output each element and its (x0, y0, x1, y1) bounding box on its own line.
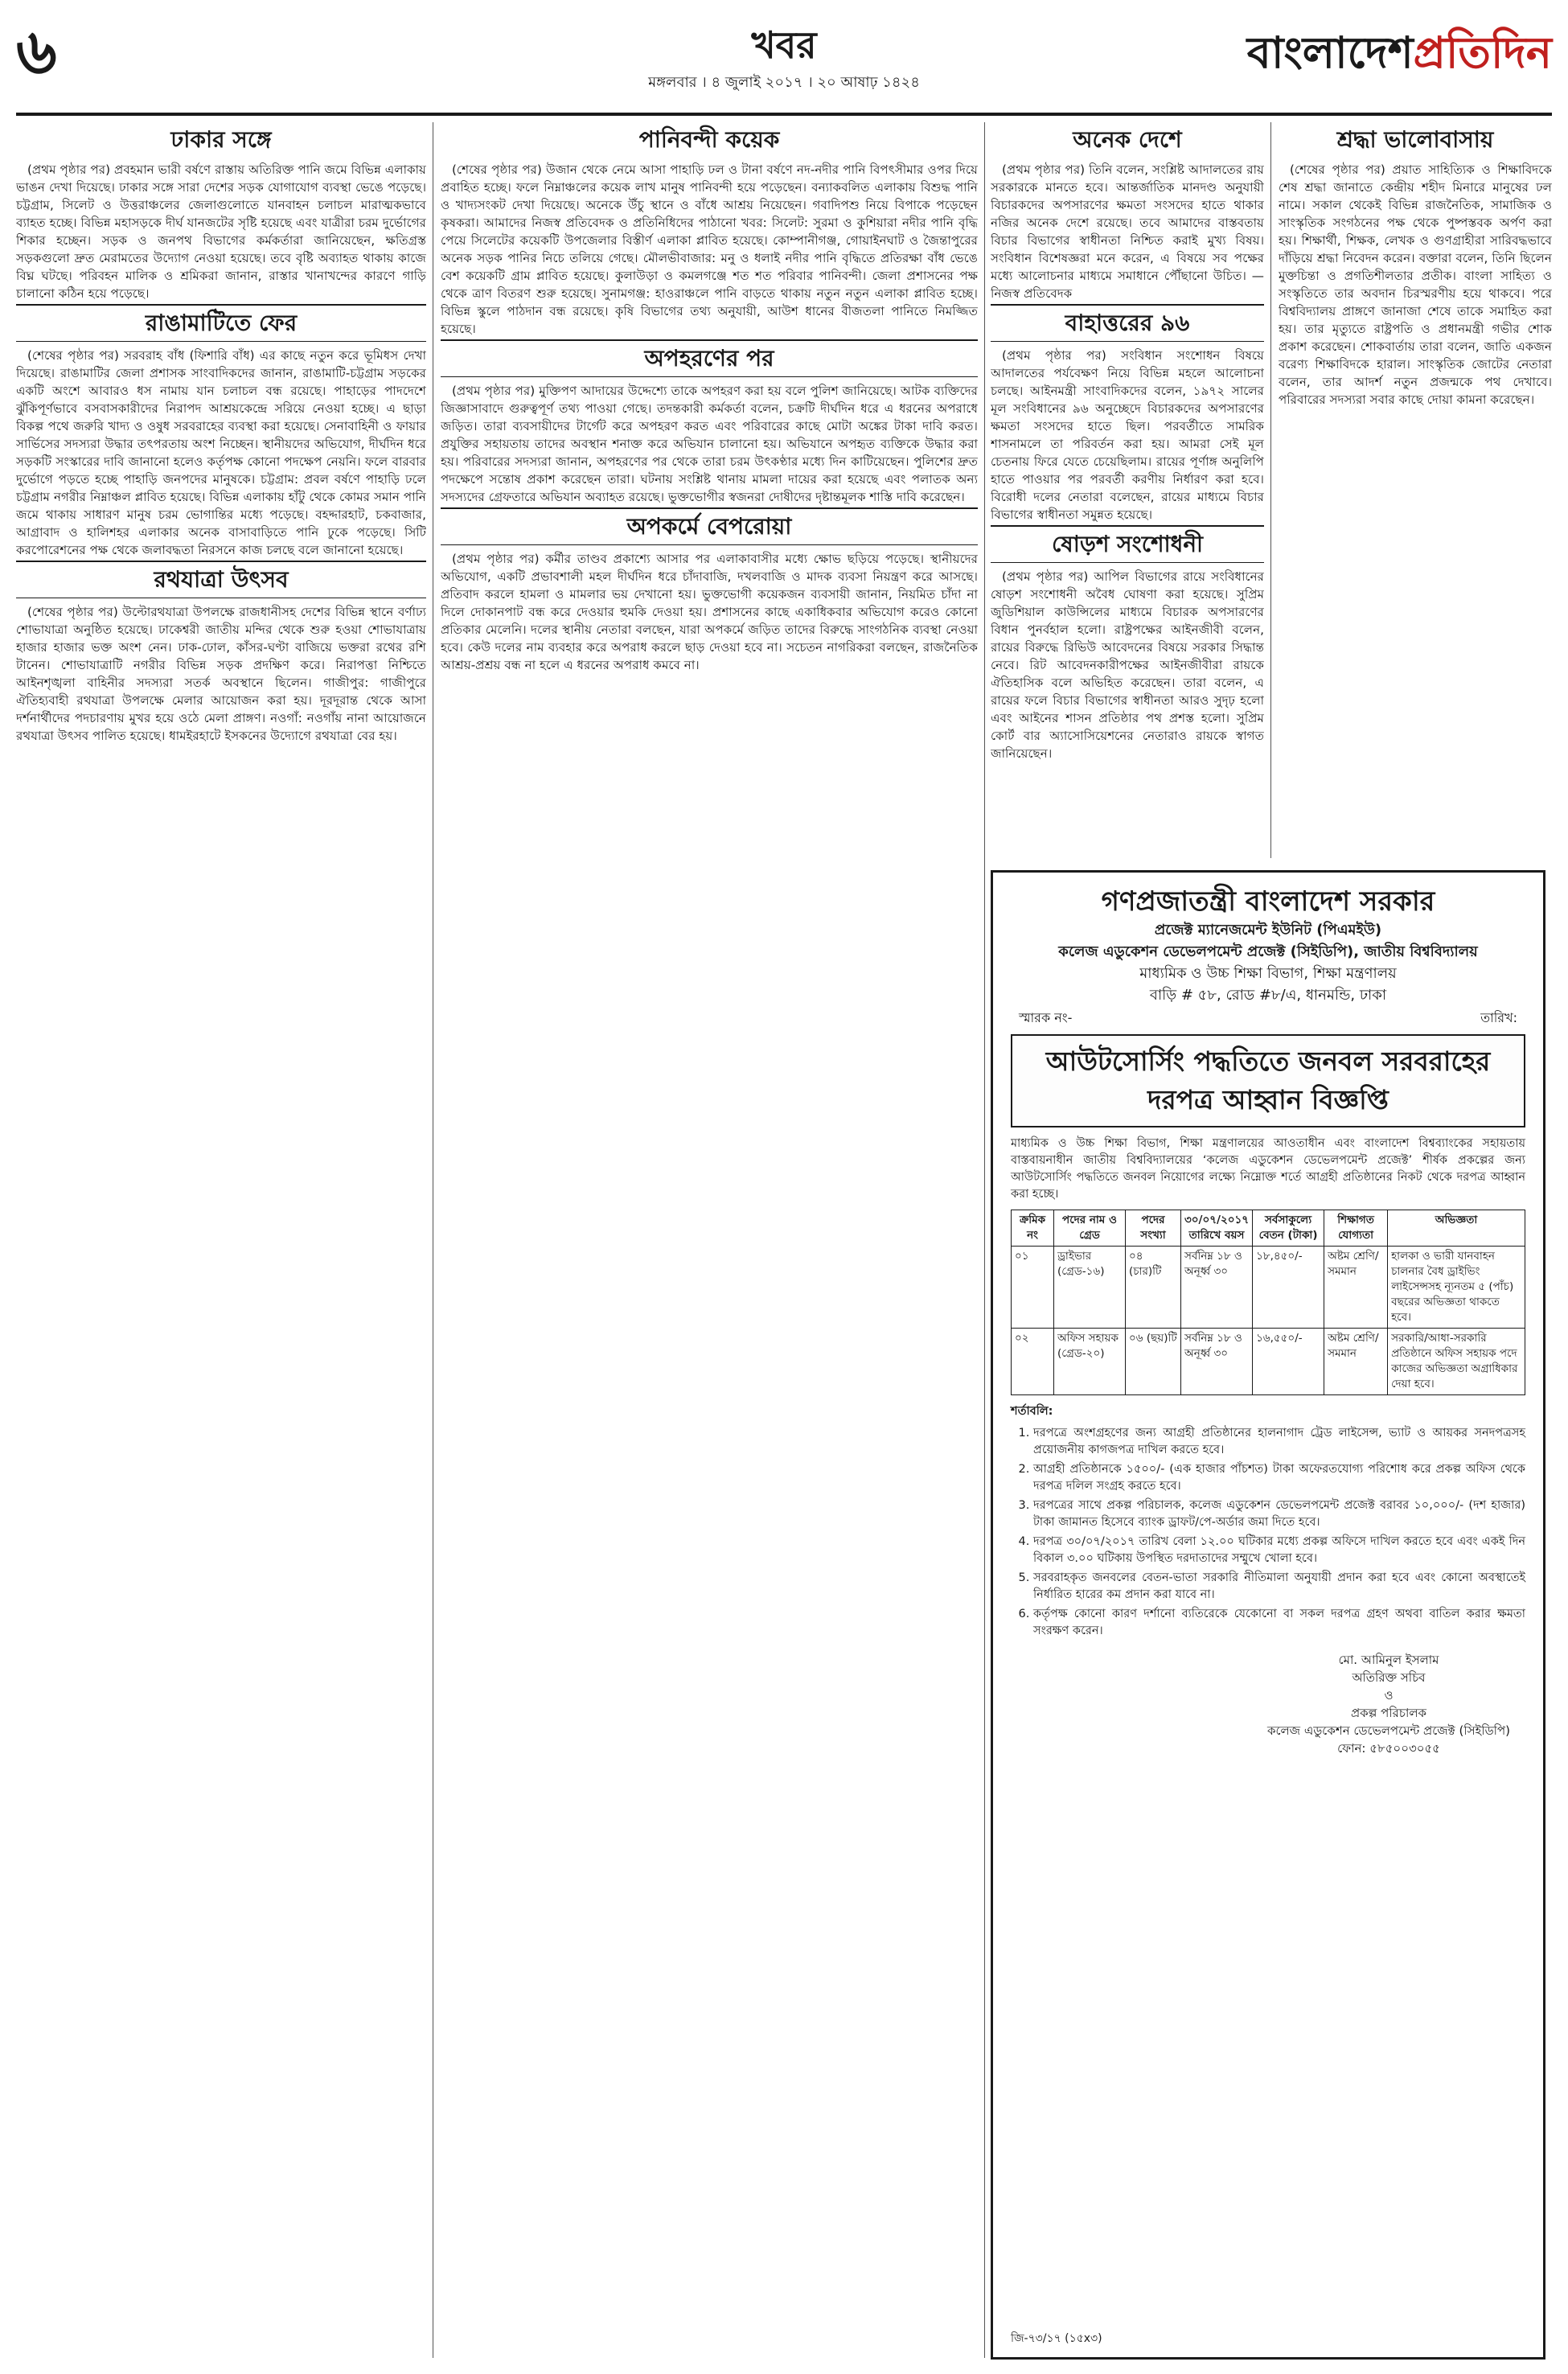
column-1 (16, 122, 426, 2358)
table-cell: ড্রাইভার (গ্রেড-১৬) (1054, 1247, 1126, 1329)
table-cell: অষ্টম শ্রেণি/সমমান (1324, 1247, 1388, 1329)
signatory-phone: ফোন: ৫৮৫০০৩০৫৫ (1337, 1741, 1440, 1756)
ad-banner-line-2: দরপত্র আহ্বান বিজ্ঞপ্তি (1147, 1084, 1389, 1115)
article-opohoron: (প্রথম পৃষ্ঠার পর) মুক্তিপণ আদায়ের উদ্দেশ্যে তাকে অপহরণ করা হয় বলে পুলিশ জানিয়েছে। আটক ব্যক্তিদের জিজ্ঞাসাবাদে গুরুত্বপূর্ণ তথ্য পাওয়া গেছে। তদন্তকারী কর্মকর্তা বলেন, চক্রটি দীর্ঘদিন ধরে এ ধরনের অপরাধে জড়িত। তারা ব্যবসায়ীদের টার্গেট করে অপহরণ করত এবং পরিবারের কাছে মোটা অঙ্কের টাকা দাবি করত। প্রযুক্তির সহায়তায় তাদের অবস্থান শনাক্ত করে অভিযান চালানো হয়। অভিযানে অপহৃত ব্যক্তিকে উদ্ধার করা হয়। পরিবারের সদস্যরা জানান, অপহরণের পর থেকে তারা চরম উৎকণ্ঠার মধ্যে দিন কাটিয়েছেন। পুলিশের দ্রুত পদক্ষেপে সন্তোষ প্রকাশ করেছেন তারা। ঘটনায় সংশ্লিষ্ট থানায় মামলা দায়ের করা হয়েছে এবং পলাতক অন্য সদস্যদের গ্রেফতারে অভিযান অব্যাহত রয়েছে। ভুক্তভোগীর স্বজনরা দোষীদের দৃষ্টান্তমূলক শাস্তি দাবি করেছেন। (441, 384, 978, 504)
terms-heading: শর্তাবলি: (1011, 1405, 1053, 1418)
article-rangamati: (শেষের পৃষ্ঠার পর) সরবরাহ বাঁধ (ফিশারি বাঁধ) এর কাছে নতুন করে ভূমিধস দেখা দিয়েছে। রাঙামাটির জেলা প্রশাসক সাংবাদিকদের জানান, রাঙামাটি-চট্টগ্রাম সড়কের একটি অংশে আবারও ধস নামায় যান চলাচল বন্ধ রয়েছে। পাহাড়ের পাদদেশে ঝুঁকিপূর্ণভাবে বসবাসকারীদের নিরাপদ আশ্রয়কেন্দ্রে সরিয়ে নেওয়া হচ্ছে। এ ছাড়া বিকল্প পথে জরুরি খাদ্য ও ওষুধ সরবরাহের ব্যবস্থা করা হয়েছে। সেনাবাহিনী ও ফায়ার সার্ভিসের সদস্যরা উদ্ধার তৎপরতায় অংশ নিচ্ছেন। স্থানীয়দের অভিযোগ, দীর্ঘদিন ধরে সড়কটি সংস্কারের দাবি জানানো হলেও কর্তৃপক্ষ কোনো পদক্ষেপ নেয়নি। ফলে বারবার দুর্ভোগে পড়তে হচ্ছে পাহাড়ি জনপদের মানুষকে। চট্টগ্রাম: প্রবল বর্ষণে পাহাড়ি ঢলে চট্টগ্রাম নগরীর নিম্নাঞ্চল প্লাবিত হয়েছে। বিভিন্ন এলাকায় হাঁটু থেকে কোমর সমান পানি জমে থাকায় সাধারণ মানুষ চরম ভোগান্তির মধ্যে পড়েছে। বহদ্দারহাট, চকবাজার, আগ্রাবাদ ও হালিশহর এলাকার অনেক বাসাবাড়িতে পানি ঢুকে পড়েছে। সিটি করপোরেশনের পক্ষ থেকে জলাবদ্ধতা নিরসনে কাজ চলছে বলে জানানো হয়েছে। (16, 348, 426, 557)
ad-date-label: তারিখ: (1480, 1010, 1517, 1025)
ad-government-title: গণপ্রজাতন্ত্রী বাংলাদেশ সরকার (1101, 885, 1435, 918)
newspaper-logo (1166, 19, 1552, 92)
logo-part-1: বাংলাদেশ (1246, 27, 1414, 78)
table-header-cell: অভিজ্ঞতা (1388, 1210, 1525, 1247)
signature-block (1252, 1651, 1525, 1757)
table-cell: ০১ (1012, 1247, 1054, 1329)
article-onek-deshe: (প্রথম পৃষ্ঠার পর) তিনি বলেন, সংশ্লিষ্ট আদালতের রায় সরকারকে মানতে হবে। আন্তর্জাতিক মানদণ্ড অনুযায়ী বিচারকদের অপসারণের ক্ষমতা সংসদের হাতে থাকার নজির অনেক দেশে রয়েছে। তবে আমাদের বাস্তবতায় বিচার বিভাগের স্বাধীনতা নিশ্চিত করাই মুখ্য বিষয়। সংবিধান বিশেষজ্ঞরা মনে করেন, এ বিষয়ে সব পক্ষের মধ্যে আলোচনার মাধ্যমে সমাধানে পৌঁছানো উচিত। —নিজস্ব প্রতিবেদক (991, 162, 1264, 301)
tender-advertisement (991, 870, 1545, 2360)
table-cell: সর্বনিম্ন ১৮ ও অনূর্ধ্ব ৩০ (1181, 1247, 1253, 1329)
ad-ministry: মাধ্যমিক ও উচ্চ শিক্ষা বিভাগ, শিক্ষা মন্ত্রণালয় (1139, 965, 1397, 982)
headline-dhakar-songe: ঢাকার সঙ্গে (170, 126, 272, 153)
section-title: খবর (751, 23, 817, 67)
column-3 (991, 122, 1264, 858)
headline-shroddha: শ্রদ্ধা ভালোবাসায় (1336, 126, 1494, 153)
table-cell: অষ্টম শ্রেণি/সমমান (1324, 1329, 1388, 1395)
post-table-header (1012, 1210, 1525, 1247)
ad-project: কলেজ এডুকেশন ডেভেলপমেন্ট প্রজেক্ট (সিইডিপি), জাতীয় বিশ্ববিদ্যালয় (1058, 943, 1478, 960)
term-item: 2. আগ্রহী প্রতিষ্ঠানকে ১৫০০/- (এক হাজার পাঁচশত) টাকা অফেরতযোগ্য পরিশোধ করে প্রকল্প অফিস থেকে দরপত্র দলিল সংগ্রহ করতে হবে। (1033, 1461, 1525, 1495)
article-panibondi: (শেষের পৃষ্ঠার পর) উজান থেকে নেমে আসা পাহাড়ি ঢল ও টানা বর্ষণে নদ-নদীর পানি বিপৎসীমার ওপর দিয়ে প্রবাহিত হচ্ছে। ফলে নিম্নাঞ্চলের কয়েক লাখ মানুষ পানিবন্দী হয়ে পড়েছেন। বন্যাকবলিত এলাকায় বিশুদ্ধ পানি ও খাদ্যসংকট দেখা দিয়েছে। অনেকে উঁচু স্থানে ও বাঁধে আশ্রয় নিয়েছেন। গবাদিপশু নিয়ে বিপাকে পড়েছেন কৃষকরা। আমাদের নিজস্ব প্রতিবেদক ও প্রতিনিধিদের পাঠানো খবর: সিলেট: সুরমা ও কুশিয়ারা নদীর পানি বৃদ্ধি পেয়ে সিলেটের কয়েকটি উপজেলার বিস্তীর্ণ এলাকা প্লাবিত হয়েছে। কোম্পানীগঞ্জ, গোয়াইনঘাট ও জৈন্তাপুরের অনেক সড়ক পানির নিচে তলিয়ে গেছে। মৌলভীবাজার: মনু ও ধলাই নদীর পানি বৃদ্ধিতে প্রতিরক্ষা বাঁধ ভেঙে বেশ কয়েকটি গ্রাম প্লাবিত হয়েছে। কুলাউড়া ও কমলগঞ্জে শত শত পরিবার পানিবন্দী। জেলা প্রশাসনের পক্ষ থেকে ত্রাণ বিতরণ শুরু হয়েছে। সুনামগঞ্জ: হাওরাঞ্চলে পানি বাড়তে থাকায় নতুন নতুন এলাকা প্লাবিত হচ্ছে। বিভিন্ন স্কুলে পাঠদান বন্ধ রয়েছে। কৃষি বিভাগের তথ্য অনুযায়ী, আউশ ধানের বীজতলা পানিতে নিমজ্জিত হয়েছে। (441, 162, 978, 336)
headline-opokorme: অপকর্মে বেপরোয়া (441, 507, 978, 545)
page-number: ৬ (16, 15, 57, 88)
signatory-designation: অতিরিক্ত সচিব (1352, 1670, 1426, 1685)
table-cell: সর্বনিম্ন ১৮ ও অনূর্ধ্ব ৩০ (1181, 1329, 1253, 1395)
term-item: 5. সরবরাহকৃত জনবলের বেতন-ভাতা সরকারি নীতিমালা অনুযায়ী প্রদান করা হবে এবং কোনো অবস্থাতেই নির্ধারিত হারের কম প্রদান করা যাবে না। (1033, 1570, 1525, 1604)
article-shorosh: (প্রথম পৃষ্ঠার পর) আপিল বিভাগের রায়ে সংবিধানের ষোড়শ সংশোধনী অবৈধ ঘোষণা করা হয়েছে। সুপ্রিম জুডিশিয়াল কাউন্সিলের মাধ্যমে বিচারক অপসারণের বিধান পুনর্বহাল হলো। রাষ্ট্রপক্ষের আইনজীবী বলেন, রায়ের বিরুদ্ধে রিভিউ আবেদনের বিষয়ে সরকার সিদ্ধান্ত নেবে। রিট আবেদনকারীপক্ষের আইনজীবীরা রায়কে ঐতিহাসিক বলে অভিহিত করেছেন। তারা বলেন, এ রায়ের ফলে বিচার বিভাগের স্বাধীনতা আরও সুদৃঢ় হলো এবং আইনের শাসন প্রতিষ্ঠার পথ প্রশস্ত হলো। সুপ্রিম কোর্ট বার অ্যাসোসিয়েশনের নেতারাও রায়কে স্বাগত জানিয়েছেন। (991, 569, 1264, 761)
table-row (1012, 1247, 1525, 1329)
table-cell: ১৮,৪৫০/- (1253, 1247, 1324, 1329)
terms-list (1011, 1425, 1525, 1640)
ad-banner (1011, 1034, 1525, 1127)
headline-bahattorer: বাহাত্তরের ৯৬ (991, 304, 1264, 342)
ad-reference-row (1019, 1009, 1517, 1026)
term-item: 4. দরপত্র ৩০/০৭/২০১৭ তারিখ বেলা ১২.০০ ঘটিকার মধ্যে প্রকল্প অফিসে দাখিল করতে হবে এবং একই দিন বিকাল ৩.০০ ঘটিকায় উপস্থিত দরদাতাদের সম্মুখে খোলা হবে। (1033, 1534, 1525, 1567)
article-shroddha: (শেষের পৃষ্ঠার পর) প্রয়াত সাহিত্যিক ও শিক্ষাবিদকে শেষ শ্রদ্ধা জানাতে কেন্দ্রীয় শহীদ মিনারে মানুষের ঢল নামে। সকাল থেকেই বিভিন্ন রাজনৈতিক, সামাজিক ও সাংস্কৃতিক সংগঠনের পক্ষ থেকে পুষ্পস্তবক অর্পণ করা হয়। শিক্ষার্থী, শিক্ষক, লেখক ও গুণগ্রাহীরা সারিবদ্ধভাবে দাঁড়িয়ে শ্রদ্ধা নিবেদন করেন। বক্তারা বলেন, তিনি ছিলেন মুক্তচিন্তা ও প্রগতিশীলতার প্রতীক। বাংলা সাহিত্য ও সংস্কৃতিতে তার অবদান চিরস্মরণীয় হয়ে থাকবে। পরে বিশ্ববিদ্যালয় প্রাঙ্গণে জানাজা শেষে তাকে সমাহিত করা হয়। তার মৃত্যুতে রাষ্ট্রপতি ও প্রধানমন্ত্রী গভীর শোক প্রকাশ করেছেন। শোকবার্তায় তারা বলেন, জাতি একজন বরেণ্য শিক্ষাবিদকে হারাল। সাংস্কৃতিক জোটের নেতারা বলেন, তার আদর্শ নতুন প্রজন্মকে পথ দেখাবে। পরিবারের সদস্যরা সবার কাছে দোয়া কামনা করেছেন। (1279, 162, 1552, 407)
ad-ref-label: স্মারক নং- (1019, 1010, 1073, 1025)
column-divider (984, 122, 985, 2358)
table-header-cell: শিক্ষাগত যোগ্যতা (1324, 1210, 1388, 1247)
table-cell: হালকা ও ভারী যানবাহন চালনার বৈধ ড্রাইভিং লাইসেন্সসহ ন্যূনতম ৫ (পাঁচ) বছরের অভিজ্ঞতা থাকতে হবে। (1388, 1247, 1525, 1329)
term-item: 1. দরপত্রে অংশগ্রহণের জন্য আগ্রহী প্রতিষ্ঠানের হালনাগাদ ট্রেড লাইসেন্স, ভ্যাট ও আয়কর সনদপত্রসহ প্রয়োজনীয় কাগজপত্র দাখিল করতে হবে। (1033, 1425, 1525, 1459)
table-header-cell: সর্বসাকুল্যে বেতন (টাকা) (1253, 1210, 1324, 1247)
table-cell: ০৪ (চার)টি (1126, 1247, 1181, 1329)
column-4 (1279, 122, 1552, 858)
table-header-cell: পদের সংখ্যা (1126, 1210, 1181, 1247)
table-cell: অফিস সহায়ক (গ্রেড-২০) (1054, 1329, 1126, 1395)
column-divider (1270, 122, 1271, 858)
dateline: মঙ্গলবার । ৪ জুলাই ২০১৭ । ২০ আষাঢ় ১৪২৪ (648, 74, 920, 91)
column-2 (441, 122, 978, 2358)
ad-intro: মাধ্যমিক ও উচ্চ শিক্ষা বিভাগ, শিক্ষা মন্ত্রণালয়ের আওতাধীন এবং বাংলাদেশ বিশ্বব্যাংকের সহায়তায় বাস্তবায়নাধীন জাতীয় বিশ্ববিদ্যালয়ের ‘কলেজ এডুকেশন ডেভেলপমেন্ট প্রজেক্ট’ শীর্ষক প্রকল্পের জন্য আউটসোর্সিং পদ্ধতিতে জনবল নিয়োগের লক্ষ্যে নিম্নোক্ত শর্তে আগ্রহী প্রতিষ্ঠানের নিকট থেকে দরপত্র আহ্বান করা হচ্ছে। (1011, 1137, 1525, 1201)
headline-panibondi: পানিবন্দী কয়েক (638, 126, 780, 153)
table-cell: ০৬ (ছয়)টি (1126, 1329, 1181, 1395)
term-item: 6. কর্তৃপক্ষ কোনো কারণ দর্শানো ব্যতিরেকে যেকোনো বা সকল দরপত্র গ্রহণ অথবা বাতিল করার ক্ষমতা সংরক্ষণ করেন। (1033, 1606, 1525, 1640)
signatory-name: মো. আমিনুল ইসলাম (1338, 1653, 1439, 1667)
signatory-project: কলেজ এডুকেশন ডেভেলপমেন্ট প্রজেক্ট (সিইডিপি) (1266, 1723, 1511, 1738)
table-header-cell: ক্রমিক নং (1012, 1210, 1054, 1247)
headline-rangamati: রাঙামাটিতে ফের (16, 304, 426, 342)
headline-rathyatra: রথযাত্রা উৎসব (16, 561, 426, 598)
article-opokorme: (প্রথম পৃষ্ঠার পর) কর্মীর তাণ্ডব প্রকাশ্যে আসার পর এলাকাবাসীর মধ্যে ক্ষোভ ছড়িয়ে পড়েছে। স্থানীয়দের অভিযোগ, একটি প্রভাবশালী মহল দীর্ঘদিন ধরে চাঁদাবাজি, দখলবাজি ও মাদক ব্যবসা নিয়ন্ত্রণ করে আসছে। প্রতিবাদ করলে হামলা ও মামলার ভয় দেখানো হয়। ভুক্তভোগী কয়েকজন ব্যবসায়ী জানান, নিয়মিত চাঁদা না দিলে দোকানপাট বন্ধ করে দেওয়ার হুমকি দেওয়া হয়। প্রশাসনের কাছে একাধিকবার অভিযোগ করেও কোনো প্রতিকার মেলেনি। দলের স্থানীয় নেতারা বলছেন, যারা অপকর্মে জড়িত তাদের বিরুদ্ধে সাংগঠনিক ব্যবস্থা নেওয়া হবে। কেউ দলের নাম ব্যবহার করে অপরাধ করলে ছাড় দেওয়া হবে না। সচেতন নাগরিকরা বলছেন, রাজনৈতিক আশ্রয়-প্রশ্রয় বন্ধ না হলে এ ধরনের অপরাধ কমবে না। (441, 552, 978, 672)
term-item: 3. দরপত্রের সাথে প্রকল্প পরিচালক, কলেজ এডুকেশন ডেভেলপমেন্ট প্রজেক্ট বরাবর ১০,০০০/- (দশ হাজার) টাকা জামানত হিসেবে ব্যাংক ড্রাফট/পে-অর্ডার জমা দিতে হবে। (1033, 1497, 1525, 1531)
signatory-conjunction: ও (1384, 1688, 1394, 1702)
article-dhakar-songe: (প্রথম পৃষ্ঠার পর) প্রবহমান ভারী বর্ষণে রাস্তায় অতিরিক্ত পানি জমে বিভিন্ন এলাকায় ভাঙন দেখা দিয়েছে। ঢাকার সঙ্গে সারা দেশের সড়ক যোগাযোগ ব্যবস্থা ভেঙে পড়েছে। চট্টগ্রাম, সিলেট ও উত্তরাঞ্চলের জেলাগুলোতে যানবাহন চলাচল মারাত্মকভাবে ব্যাহত হচ্ছে। বিভিন্ন মহাসড়কে দীর্ঘ যানজটের সৃষ্টি হয়েছে এবং যাত্রীরা চরম দুর্ভোগের শিকার হচ্ছেন। সড়ক ও জনপথ বিভাগের কর্মকর্তারা জানিয়েছেন, ক্ষতিগ্রস্ত সড়কগুলো দ্রুত মেরামতের উদ্যোগ নেওয়া হয়েছে। তবে বৃষ্টি অব্যাহত থাকায় কাজে বিঘ্ন ঘটছে। পরিবহন মালিক ও শ্রমিকরা জানান, রাস্তার খানাখন্দের কারণে গাড়ি চালানো কঠিন হয়ে পড়েছে। (16, 162, 426, 301)
table-header-cell: ৩০/০৭/২০১৭ তারিখে বয়স (1181, 1210, 1253, 1247)
post-table (1011, 1210, 1525, 1395)
table-header-cell: পদের নাম ও গ্রেড (1054, 1210, 1126, 1247)
headline-onek-deshe: অনেক দেশে (1073, 126, 1182, 153)
ad-code: জি-৭৩/১৭ (১৫x৩) (1011, 2332, 1102, 2345)
table-cell: ১৬,৫৫০/- (1253, 1329, 1324, 1395)
article-bahattorer: (প্রথম পৃষ্ঠার পর) সংবিধান সংশোধন বিষয়ে আদালতের পর্যবেক্ষণ নিয়ে বিভিন্ন মহলে আলোচনা চলছে। আইনমন্ত্রী সাংবাদিকদের বলেন, ১৯৭২ সালের মূল সংবিধানের ৯৬ অনুচ্ছেদে বিচারকদের অপসারণের ক্ষমতা সংসদের হাতে ছিল। পরবর্তীতে সামরিক শাসনামলে তা পরিবর্তন করা হয়। আমরা সেই মূল চেতনায় ফিরে যেতে চেয়েছিলাম। রায়ের পূর্ণাঙ্গ অনুলিপি হাতে পাওয়ার পর পরবর্তী করণীয় নির্ধারণ করা হবে। বিরোধী দলের নেতারা বলেছেন, রায়ের মাধ্যমে বিচার বিভাগের স্বাধীনতা সমুন্নত হয়েছে। (991, 348, 1264, 522)
logo-part-2: প্রতিদিন (1413, 27, 1552, 78)
article-rathyatra: (শেষের পৃষ্ঠার পর) উল্টোরথযাত্রা উপলক্ষে রাজধানীসহ দেশের বিভিন্ন স্থানে বর্ণাঢ্য শোভাযাত্রা অনুষ্ঠিত হয়েছে। ঢাকেশ্বরী জাতীয় মন্দির থেকে শুরু হওয়া শোভাযাত্রায় হাজার হাজার ভক্ত অংশ নেন। ঢাক-ঢোল, কাঁসর-ঘণ্টা বাজিয়ে ভক্তরা রথের রশি টানেন। শোভাযাত্রাটি নগরীর বিভিন্ন সড়ক প্রদক্ষিণ করে। নিরাপত্তা নিশ্চিতে আইনশৃঙ্খলা বাহিনীর সদস্যরা সতর্ক অবস্থানে ছিলেন। গাজীপুর: গাজীপুরে ঐতিহ্যবাহী রথযাত্রা উপলক্ষে মেলার আয়োজন করা হয়। দূরদূরান্ত থেকে আসা দর্শনার্থীদের পদচারণায় মুখর হয়ে ওঠে মেলা প্রাঙ্গণ। নওগাঁ: নওগাঁয় নানা আয়োজনে রথযাত্রা উৎসব পালিত হয়েছে। ধামইরহাটে ইসকনের উদ্যোগে রথযাত্রা বের হয়। (16, 605, 426, 743)
signatory-role: প্রকল্প পরিচালক (1350, 1706, 1426, 1720)
masthead-rule (16, 113, 1552, 116)
table-row (1012, 1329, 1525, 1395)
table-cell: সরকারি/আধা-সরকারি প্রতিষ্ঠানে অফিস সহায়ক পদে কাজের অভিজ্ঞতা অগ্রাধিকার দেয়া হবে। (1388, 1329, 1525, 1395)
ad-unit: প্রজেক্ট ম্যানেজমেন্ট ইউনিট (পিএমইউ) (1154, 922, 1382, 939)
headline-shorosh: ষোড়শ সংশোধনী (991, 525, 1264, 563)
ad-address: বাড়ি # ৫৮, রোড #৮/এ, ধানমন্ডি, ঢাকা (1149, 987, 1387, 1004)
headline-opohoron: অপহরণের পর (441, 339, 978, 377)
table-cell: ০২ (1012, 1329, 1054, 1395)
ad-banner-line-1: আউটসোর্সিং পদ্ধতিতে জনবল সরবরাহের (1045, 1045, 1491, 1077)
